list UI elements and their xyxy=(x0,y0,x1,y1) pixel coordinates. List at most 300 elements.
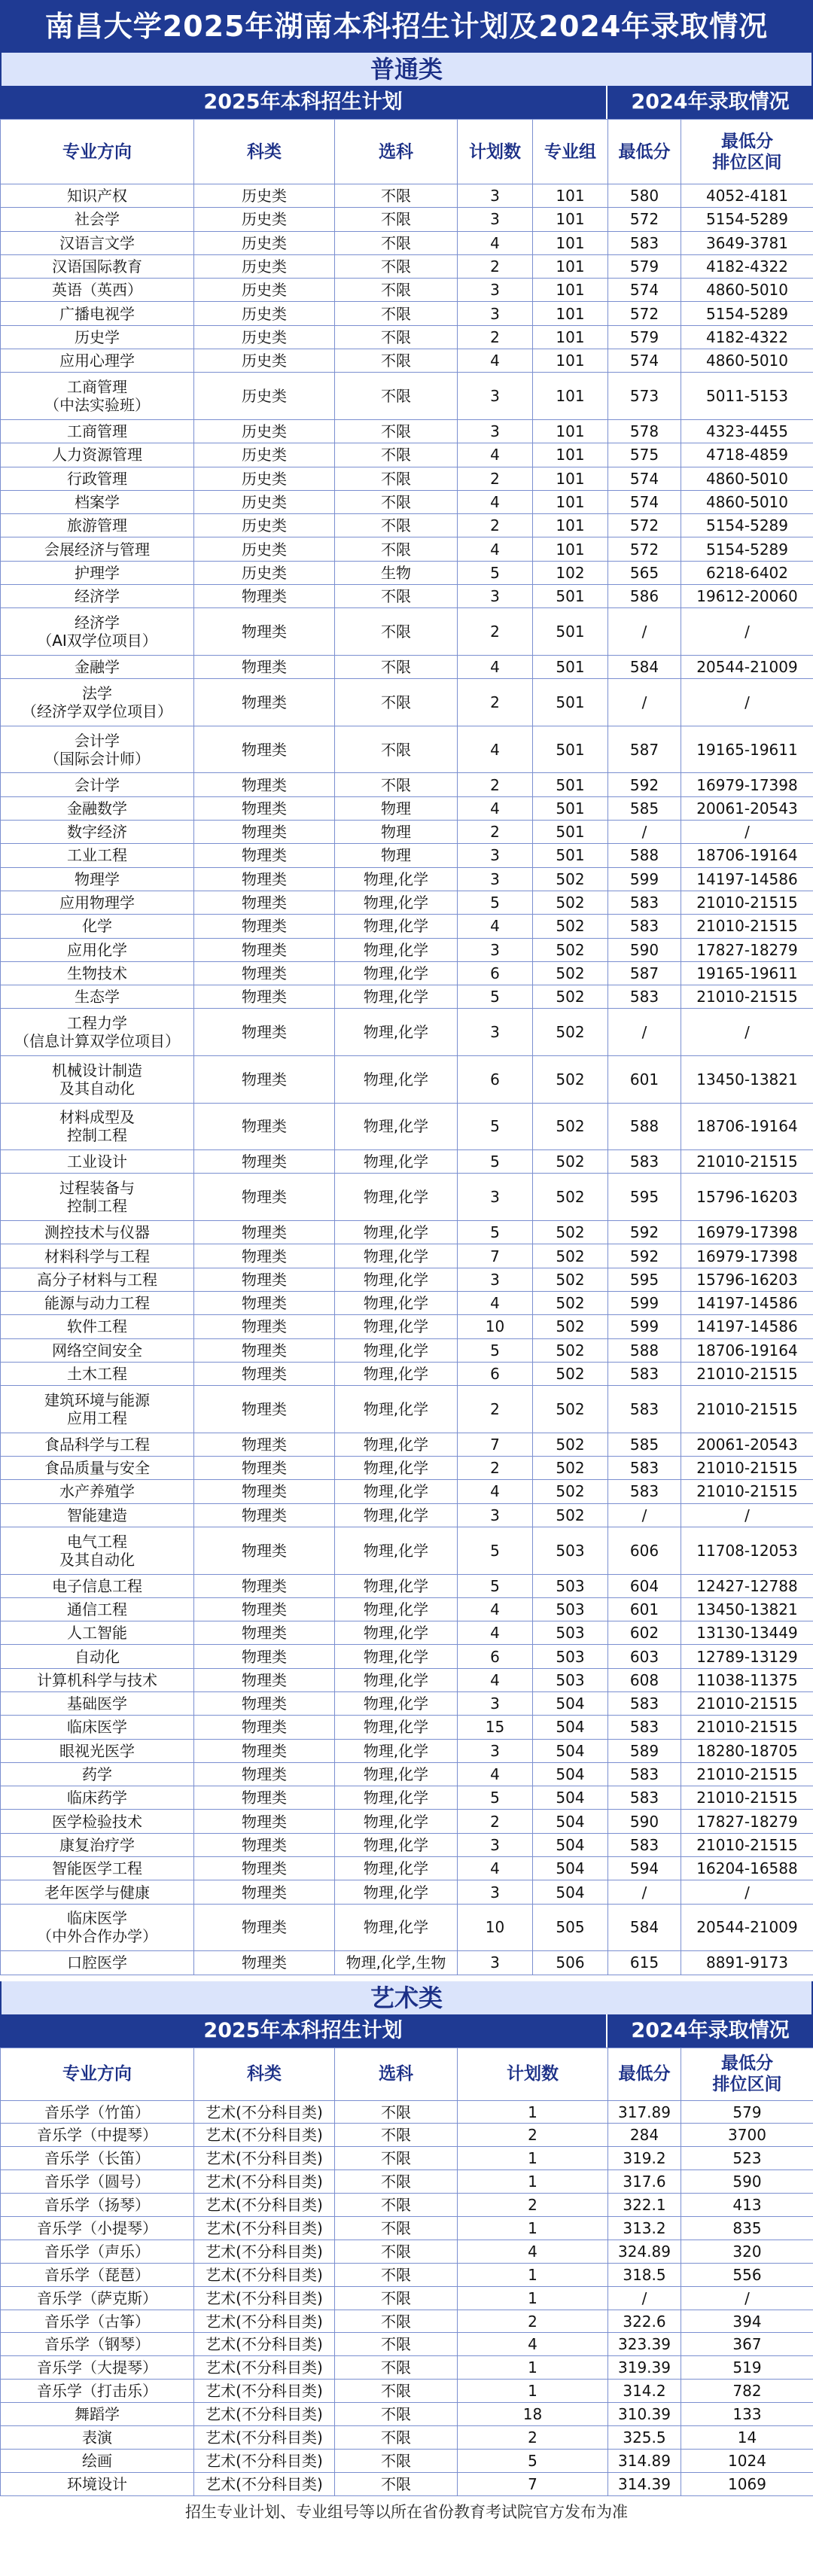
art-cell-rank: 3700 xyxy=(681,2124,813,2147)
cell-rank: / xyxy=(681,1503,813,1527)
cell-count: 2 xyxy=(458,1457,533,1480)
cell-count: 7 xyxy=(458,1244,533,1268)
table-row xyxy=(1,1904,813,1951)
cell-count: 3 xyxy=(458,844,533,867)
art-cell-major: 音乐学（扬琴） xyxy=(1,2194,194,2217)
cell-min-score: 580 xyxy=(608,184,681,208)
cell-rank: 6218-6402 xyxy=(681,561,813,584)
art-cell-count: 1 xyxy=(458,2100,608,2124)
cell-min-score: 604 xyxy=(608,1574,681,1597)
cell-elective: 物理,化学 xyxy=(335,1833,458,1856)
cell-rank: 19612-20060 xyxy=(681,585,813,608)
cell-rank: 18706-19164 xyxy=(681,1103,813,1150)
cell-group: 504 xyxy=(533,1810,608,1833)
cell-count: 4 xyxy=(458,655,533,678)
cell-major: 生物技术 xyxy=(1,961,194,985)
cell-group: 504 xyxy=(533,1762,608,1786)
cell-major: 旅游管理 xyxy=(1,514,194,537)
cell-major: 医学检验技术 xyxy=(1,1810,194,1833)
art-cell-elective: 不限 xyxy=(335,2380,458,2403)
table-row xyxy=(1,1457,813,1480)
table-row xyxy=(1,1574,813,1597)
cell-count: 2 xyxy=(458,608,533,656)
cell-min-score: / xyxy=(608,1503,681,1527)
cell-elective: 不限 xyxy=(335,373,458,420)
art-cell-rank: 133 xyxy=(681,2403,813,2426)
art-cell-count: 7 xyxy=(458,2472,608,2495)
cell-subject: 物理类 xyxy=(194,726,335,773)
art-cell-min-score: 323.39 xyxy=(608,2333,681,2356)
cell-rank: 21010-21515 xyxy=(681,1786,813,1810)
cell-count: 3 xyxy=(458,1833,533,1856)
cell-rank: 21010-21515 xyxy=(681,1386,813,1433)
cell-count: 4 xyxy=(458,349,533,373)
table-row xyxy=(1,1150,813,1174)
art-cell-min-score: 322.1 xyxy=(608,2194,681,2217)
cell-rank: 16979-17398 xyxy=(681,1221,813,1244)
cell-major: 智能医学工程 xyxy=(1,1857,194,1880)
header-elective: 选科 xyxy=(335,120,458,184)
table-row xyxy=(1,561,813,584)
art-cell-elective: 不限 xyxy=(335,2286,458,2310)
art-cell-subject: 艺术(不分科目类) xyxy=(194,2194,335,2217)
cell-group: 502 xyxy=(533,1103,608,1150)
art-cell-rank: 320 xyxy=(681,2240,813,2263)
cell-group: 503 xyxy=(533,1621,608,1645)
art-cell-elective: 不限 xyxy=(335,2194,458,2217)
cell-group: 101 xyxy=(533,231,608,254)
cell-major: 人工智能 xyxy=(1,1621,194,1645)
cell-group: 504 xyxy=(533,1857,608,1880)
cell-elective: 物理,化学,生物 xyxy=(335,1951,458,1975)
cell-elective: 物理,化学 xyxy=(335,1762,458,1786)
cell-subject: 物理类 xyxy=(194,1338,335,1362)
cell-count: 3 xyxy=(458,373,533,420)
art-cell-elective: 不限 xyxy=(335,2472,458,2495)
art-cell-min-score: 310.39 xyxy=(608,2403,681,2426)
art-cell-subject: 艺术(不分科目类) xyxy=(194,2380,335,2403)
cell-group: 101 xyxy=(533,325,608,349)
cell-min-score: 603 xyxy=(608,1645,681,1668)
cell-count: 4 xyxy=(458,231,533,254)
cell-count: 4 xyxy=(458,726,533,773)
art-cell-rank: / xyxy=(681,2286,813,2310)
table-row xyxy=(1,208,813,231)
cell-elective: 不限 xyxy=(335,490,458,513)
cell-elective: 物理,化学 xyxy=(335,961,458,985)
cell-group: 504 xyxy=(533,1716,608,1739)
table-row xyxy=(1,1786,813,1810)
cell-subject: 物理类 xyxy=(194,1739,335,1762)
table-row xyxy=(1,1880,813,1904)
cell-rank: 4860-5010 xyxy=(681,490,813,513)
cell-elective: 物理,化学 xyxy=(335,1503,458,1527)
cell-group: 503 xyxy=(533,1574,608,1597)
cell-rank: / xyxy=(681,1009,813,1056)
cell-count: 15 xyxy=(458,1716,533,1739)
art-header-elective: 选科 xyxy=(335,2048,458,2100)
cell-major: 工商管理 （中法实验班） xyxy=(1,373,194,420)
cell-major: 应用物理学 xyxy=(1,891,194,914)
art-cell-rank: 782 xyxy=(681,2380,813,2403)
cell-elective: 不限 xyxy=(335,208,458,231)
cell-major: 过程装备与 控制工程 xyxy=(1,1174,194,1221)
cell-group: 503 xyxy=(533,1597,608,1621)
art-cell-count: 2 xyxy=(458,2194,608,2217)
cell-min-score: 583 xyxy=(608,1150,681,1174)
cell-min-score: / xyxy=(608,608,681,656)
cell-subject: 物理类 xyxy=(194,1055,335,1103)
cell-elective: 物理,化学 xyxy=(335,1221,458,1244)
cell-elective: 物理,化学 xyxy=(335,867,458,891)
cell-rank: 13450-13821 xyxy=(681,1597,813,1621)
cell-subject: 物理类 xyxy=(194,821,335,844)
cell-group: 101 xyxy=(533,349,608,373)
art-cell-min-score: 318.5 xyxy=(608,2263,681,2286)
cell-min-score: 588 xyxy=(608,1338,681,1362)
cell-group: 501 xyxy=(533,679,608,726)
table-row xyxy=(1,938,813,961)
art-admit-band-label: 2024年录取情况 xyxy=(631,2018,790,2042)
cell-rank: 13130-13449 xyxy=(681,1621,813,1645)
cell-min-score: 574 xyxy=(608,349,681,373)
cell-min-score: 583 xyxy=(608,985,681,1009)
cell-group: 101 xyxy=(533,254,608,278)
cell-elective: 物理,化学 xyxy=(335,1338,458,1362)
cell-min-score: 592 xyxy=(608,1221,681,1244)
cell-count: 5 xyxy=(458,561,533,584)
table-row xyxy=(1,302,813,325)
cell-min-score: 599 xyxy=(608,867,681,891)
art-cell-subject: 艺术(不分科目类) xyxy=(194,2147,335,2170)
cell-group: 502 xyxy=(533,1480,608,1503)
admit-band-label: 2024年录取情况 xyxy=(631,90,790,114)
cell-major: 工业设计 xyxy=(1,1150,194,1174)
cell-group: 501 xyxy=(533,655,608,678)
art-cell-major: 表演 xyxy=(1,2426,194,2450)
cell-rank: 5011-5153 xyxy=(681,373,813,420)
art-cell-subject: 艺术(不分科目类) xyxy=(194,2217,335,2240)
cell-rank: 18280-18705 xyxy=(681,1739,813,1762)
cell-min-score: 583 xyxy=(608,915,681,938)
cell-major: 临床医学 （中外合作办学） xyxy=(1,1904,194,1951)
plan-band-label: 2025年本科招生计划 xyxy=(0,86,607,119)
cell-group: 502 xyxy=(533,1386,608,1433)
art-cell-min-score: 325.5 xyxy=(608,2426,681,2450)
cell-group: 502 xyxy=(533,961,608,985)
cell-elective: 物理,化学 xyxy=(335,1904,458,1951)
cell-count: 4 xyxy=(458,915,533,938)
cell-subject: 物理类 xyxy=(194,867,335,891)
cell-subject: 物理类 xyxy=(194,1433,335,1456)
cell-group: 502 xyxy=(533,1457,608,1480)
art-cell-elective: 不限 xyxy=(335,2403,458,2426)
table-row xyxy=(1,655,813,678)
cell-min-score: 574 xyxy=(608,467,681,490)
cell-elective: 生物 xyxy=(335,561,458,584)
cell-min-score: 588 xyxy=(608,844,681,867)
cell-rank: 5154-5289 xyxy=(681,514,813,537)
cell-subject: 物理类 xyxy=(194,1668,335,1691)
cell-group: 501 xyxy=(533,726,608,773)
cell-rank: 12427-12788 xyxy=(681,1574,813,1597)
cell-min-score: 606 xyxy=(608,1527,681,1574)
cell-min-score: 583 xyxy=(608,1716,681,1739)
cell-subject: 历史类 xyxy=(194,443,335,467)
cell-min-score: 583 xyxy=(608,231,681,254)
cell-rank: 21010-21515 xyxy=(681,1692,813,1716)
cell-count: 4 xyxy=(458,1291,533,1314)
art-cell-subject: 艺术(不分科目类) xyxy=(194,2426,335,2450)
general-header-row xyxy=(1,120,813,184)
art-header-row xyxy=(1,2048,813,2100)
cell-rank: 4052-4181 xyxy=(681,184,813,208)
cell-min-score: 602 xyxy=(608,1621,681,1645)
cell-group: 501 xyxy=(533,796,608,820)
art-cell-subject: 艺术(不分科目类) xyxy=(194,2263,335,2286)
cell-major: 高分子材料与工程 xyxy=(1,1268,194,1291)
cell-group: 502 xyxy=(533,1150,608,1174)
cell-group: 503 xyxy=(533,1668,608,1691)
art-header-min-score: 最低分 xyxy=(608,2048,681,2100)
cell-major: 工业工程 xyxy=(1,844,194,867)
page-title: 南昌大学2025年湖南本科招生计划及2024年录取情况 xyxy=(0,0,813,53)
cell-subject: 历史类 xyxy=(194,490,335,513)
cell-major: 行政管理 xyxy=(1,467,194,490)
cell-min-score: 588 xyxy=(608,1103,681,1150)
table-row xyxy=(1,419,813,443)
cell-min-score: 583 xyxy=(608,1786,681,1810)
cell-subject: 物理类 xyxy=(194,1362,335,1385)
cell-elective: 不限 xyxy=(335,419,458,443)
cell-elective: 不限 xyxy=(335,655,458,678)
cell-elective: 物理,化学 xyxy=(335,1174,458,1221)
cell-major: 网络空间安全 xyxy=(1,1338,194,1362)
cell-min-score: 592 xyxy=(608,773,681,796)
cell-count: 2 xyxy=(458,514,533,537)
cell-rank: / xyxy=(681,1880,813,1904)
table-row xyxy=(1,985,813,1009)
cell-subject: 物理类 xyxy=(194,844,335,867)
table-row xyxy=(1,514,813,537)
cell-subject: 物理类 xyxy=(194,1762,335,1786)
cell-min-score: 601 xyxy=(608,1597,681,1621)
art-cell-elective: 不限 xyxy=(335,2449,458,2472)
art-cell-elective: 不限 xyxy=(335,2356,458,2380)
cell-subject: 历史类 xyxy=(194,514,335,537)
section-art-title: 艺术类 xyxy=(0,1981,813,2014)
art-cell-count: 1 xyxy=(458,2356,608,2380)
cell-min-score: 583 xyxy=(608,1457,681,1480)
cell-subject: 物理类 xyxy=(194,891,335,914)
table-row xyxy=(1,2333,813,2356)
cell-elective: 物理,化学 xyxy=(335,1268,458,1291)
cell-rank: / xyxy=(681,608,813,656)
cell-elective: 物理,化学 xyxy=(335,1150,458,1174)
cell-count: 5 xyxy=(458,1221,533,1244)
cell-major: 电子信息工程 xyxy=(1,1574,194,1597)
art-cell-subject: 艺术(不分科目类) xyxy=(194,2310,335,2333)
cell-major: 自动化 xyxy=(1,1645,194,1668)
cell-elective: 物理,化学 xyxy=(335,1527,458,1574)
cell-count: 4 xyxy=(458,537,533,561)
cell-rank: 4182-4322 xyxy=(681,325,813,349)
cell-elective: 物理,化学 xyxy=(335,985,458,1009)
cell-rank: 20061-20543 xyxy=(681,1433,813,1456)
art-cell-rank: 1024 xyxy=(681,2449,813,2472)
cell-elective: 物理,化学 xyxy=(335,1716,458,1739)
cell-group: 502 xyxy=(533,1503,608,1527)
cell-count: 5 xyxy=(458,1574,533,1597)
cell-subject: 物理类 xyxy=(194,1291,335,1314)
cell-major: 应用化学 xyxy=(1,938,194,961)
cell-min-score: 587 xyxy=(608,726,681,773)
cell-rank: 19165-19611 xyxy=(681,961,813,985)
cell-subject: 物理类 xyxy=(194,1174,335,1221)
cell-count: 5 xyxy=(458,1527,533,1574)
cell-rank: 12789-13129 xyxy=(681,1645,813,1668)
cell-min-score: 574 xyxy=(608,490,681,513)
cell-subject: 历史类 xyxy=(194,208,335,231)
cell-elective: 物理,化学 xyxy=(335,1739,458,1762)
cell-min-score: / xyxy=(608,1880,681,1904)
art-header-major: 专业方向 xyxy=(1,2048,194,2100)
cell-subject: 物理类 xyxy=(194,1150,335,1174)
cell-min-score: 583 xyxy=(608,1480,681,1503)
art-cell-elective: 不限 xyxy=(335,2426,458,2450)
art-cell-subject: 艺术(不分科目类) xyxy=(194,2170,335,2194)
cell-group: 502 xyxy=(533,1338,608,1362)
cell-major: 知识产权 xyxy=(1,184,194,208)
cell-elective: 不限 xyxy=(335,537,458,561)
cell-elective: 物理,化学 xyxy=(335,1009,458,1056)
art-cell-elective: 不限 xyxy=(335,2217,458,2240)
cell-count: 3 xyxy=(458,585,533,608)
cell-rank: 15796-16203 xyxy=(681,1268,813,1291)
cell-min-score: 599 xyxy=(608,1291,681,1314)
cell-count: 5 xyxy=(458,1786,533,1810)
cell-subject: 物理类 xyxy=(194,1645,335,1668)
table-row xyxy=(1,1433,813,1456)
table-row xyxy=(1,2356,813,2380)
cell-rank: 14197-14586 xyxy=(681,1315,813,1338)
footer-note: 招生专业计划、专业组号等以所在省份教育考试院官方发布为准 xyxy=(185,2502,628,2521)
cell-count: 4 xyxy=(458,443,533,467)
art-cell-major: 音乐学（声乐） xyxy=(1,2240,194,2263)
table-row xyxy=(1,915,813,938)
cell-elective: 物理,化学 xyxy=(335,1480,458,1503)
art-cell-rank: 556 xyxy=(681,2263,813,2286)
art-cell-elective: 不限 xyxy=(335,2124,458,2147)
cell-major: 水产养殖学 xyxy=(1,1480,194,1503)
cell-subject: 物理类 xyxy=(194,1386,335,1433)
general-table-body xyxy=(1,184,813,1975)
cell-subject: 物理类 xyxy=(194,1880,335,1904)
table-row xyxy=(1,1386,813,1433)
table-row xyxy=(1,279,813,302)
table-row xyxy=(1,1716,813,1739)
art-cell-rank: 14 xyxy=(681,2426,813,2450)
cell-min-score: 572 xyxy=(608,208,681,231)
cell-count: 3 xyxy=(458,1739,533,1762)
cell-group: 501 xyxy=(533,844,608,867)
cell-rank: / xyxy=(681,679,813,726)
cell-elective: 物理,化学 xyxy=(335,1880,458,1904)
art-cell-min-score: 317.89 xyxy=(608,2100,681,2124)
cell-elective: 物理,化学 xyxy=(335,1362,458,1385)
table-row xyxy=(1,2194,813,2217)
cell-rank: 14197-14586 xyxy=(681,1291,813,1314)
cell-rank: 14197-14586 xyxy=(681,867,813,891)
cell-count: 4 xyxy=(458,1857,533,1880)
cell-group: 504 xyxy=(533,1739,608,1762)
table-row xyxy=(1,373,813,420)
section-general-title: 普通类 xyxy=(0,53,813,86)
cell-group: 502 xyxy=(533,891,608,914)
cell-rank: 18706-19164 xyxy=(681,844,813,867)
cell-rank: 4860-5010 xyxy=(681,467,813,490)
cell-count: 3 xyxy=(458,279,533,302)
cell-count: 5 xyxy=(458,1150,533,1174)
table-row xyxy=(1,961,813,985)
cell-major: 能源与动力工程 xyxy=(1,1291,194,1314)
cell-elective: 不限 xyxy=(335,679,458,726)
cell-elective: 物理,化学 xyxy=(335,1103,458,1150)
table-row xyxy=(1,1503,813,1527)
cell-group: 101 xyxy=(533,514,608,537)
table-row xyxy=(1,349,813,373)
cell-min-score: 583 xyxy=(608,1362,681,1385)
table-row xyxy=(1,537,813,561)
table-row xyxy=(1,1362,813,1385)
cell-group: 504 xyxy=(533,1880,608,1904)
cell-group: 505 xyxy=(533,1904,608,1951)
art-cell-min-score: 314.2 xyxy=(608,2380,681,2403)
cell-group: 502 xyxy=(533,1221,608,1244)
cell-count: 4 xyxy=(458,1668,533,1691)
cell-subject: 历史类 xyxy=(194,419,335,443)
cell-min-score: 585 xyxy=(608,1433,681,1456)
table-row xyxy=(1,490,813,513)
cell-subject: 物理类 xyxy=(194,1904,335,1951)
cell-elective: 不限 xyxy=(335,726,458,773)
cell-major: 电气工程 及其自动化 xyxy=(1,1527,194,1574)
cell-elective: 物理,化学 xyxy=(335,1457,458,1480)
cell-min-score: 584 xyxy=(608,1904,681,1951)
cell-major: 通信工程 xyxy=(1,1597,194,1621)
table-row xyxy=(1,2170,813,2194)
cell-group: 101 xyxy=(533,419,608,443)
cell-major: 材料成型及 控制工程 xyxy=(1,1103,194,1150)
table-row xyxy=(1,2124,813,2147)
cell-elective: 物理,化学 xyxy=(335,1692,458,1716)
cell-count: 3 xyxy=(458,938,533,961)
cell-major: 社会学 xyxy=(1,208,194,231)
art-cell-major: 音乐学（大提琴） xyxy=(1,2356,194,2380)
table-row xyxy=(1,2240,813,2263)
table-row xyxy=(1,773,813,796)
cell-min-score: 601 xyxy=(608,1055,681,1103)
cell-min-score: 615 xyxy=(608,1951,681,1975)
table-row xyxy=(1,1597,813,1621)
art-cell-major: 舞蹈学 xyxy=(1,2403,194,2426)
table-row xyxy=(1,1174,813,1221)
cell-count: 2 xyxy=(458,821,533,844)
cell-rank: 21010-21515 xyxy=(681,1150,813,1174)
cell-count: 10 xyxy=(458,1904,533,1951)
cell-major: 广播电视学 xyxy=(1,302,194,325)
cell-group: 101 xyxy=(533,302,608,325)
